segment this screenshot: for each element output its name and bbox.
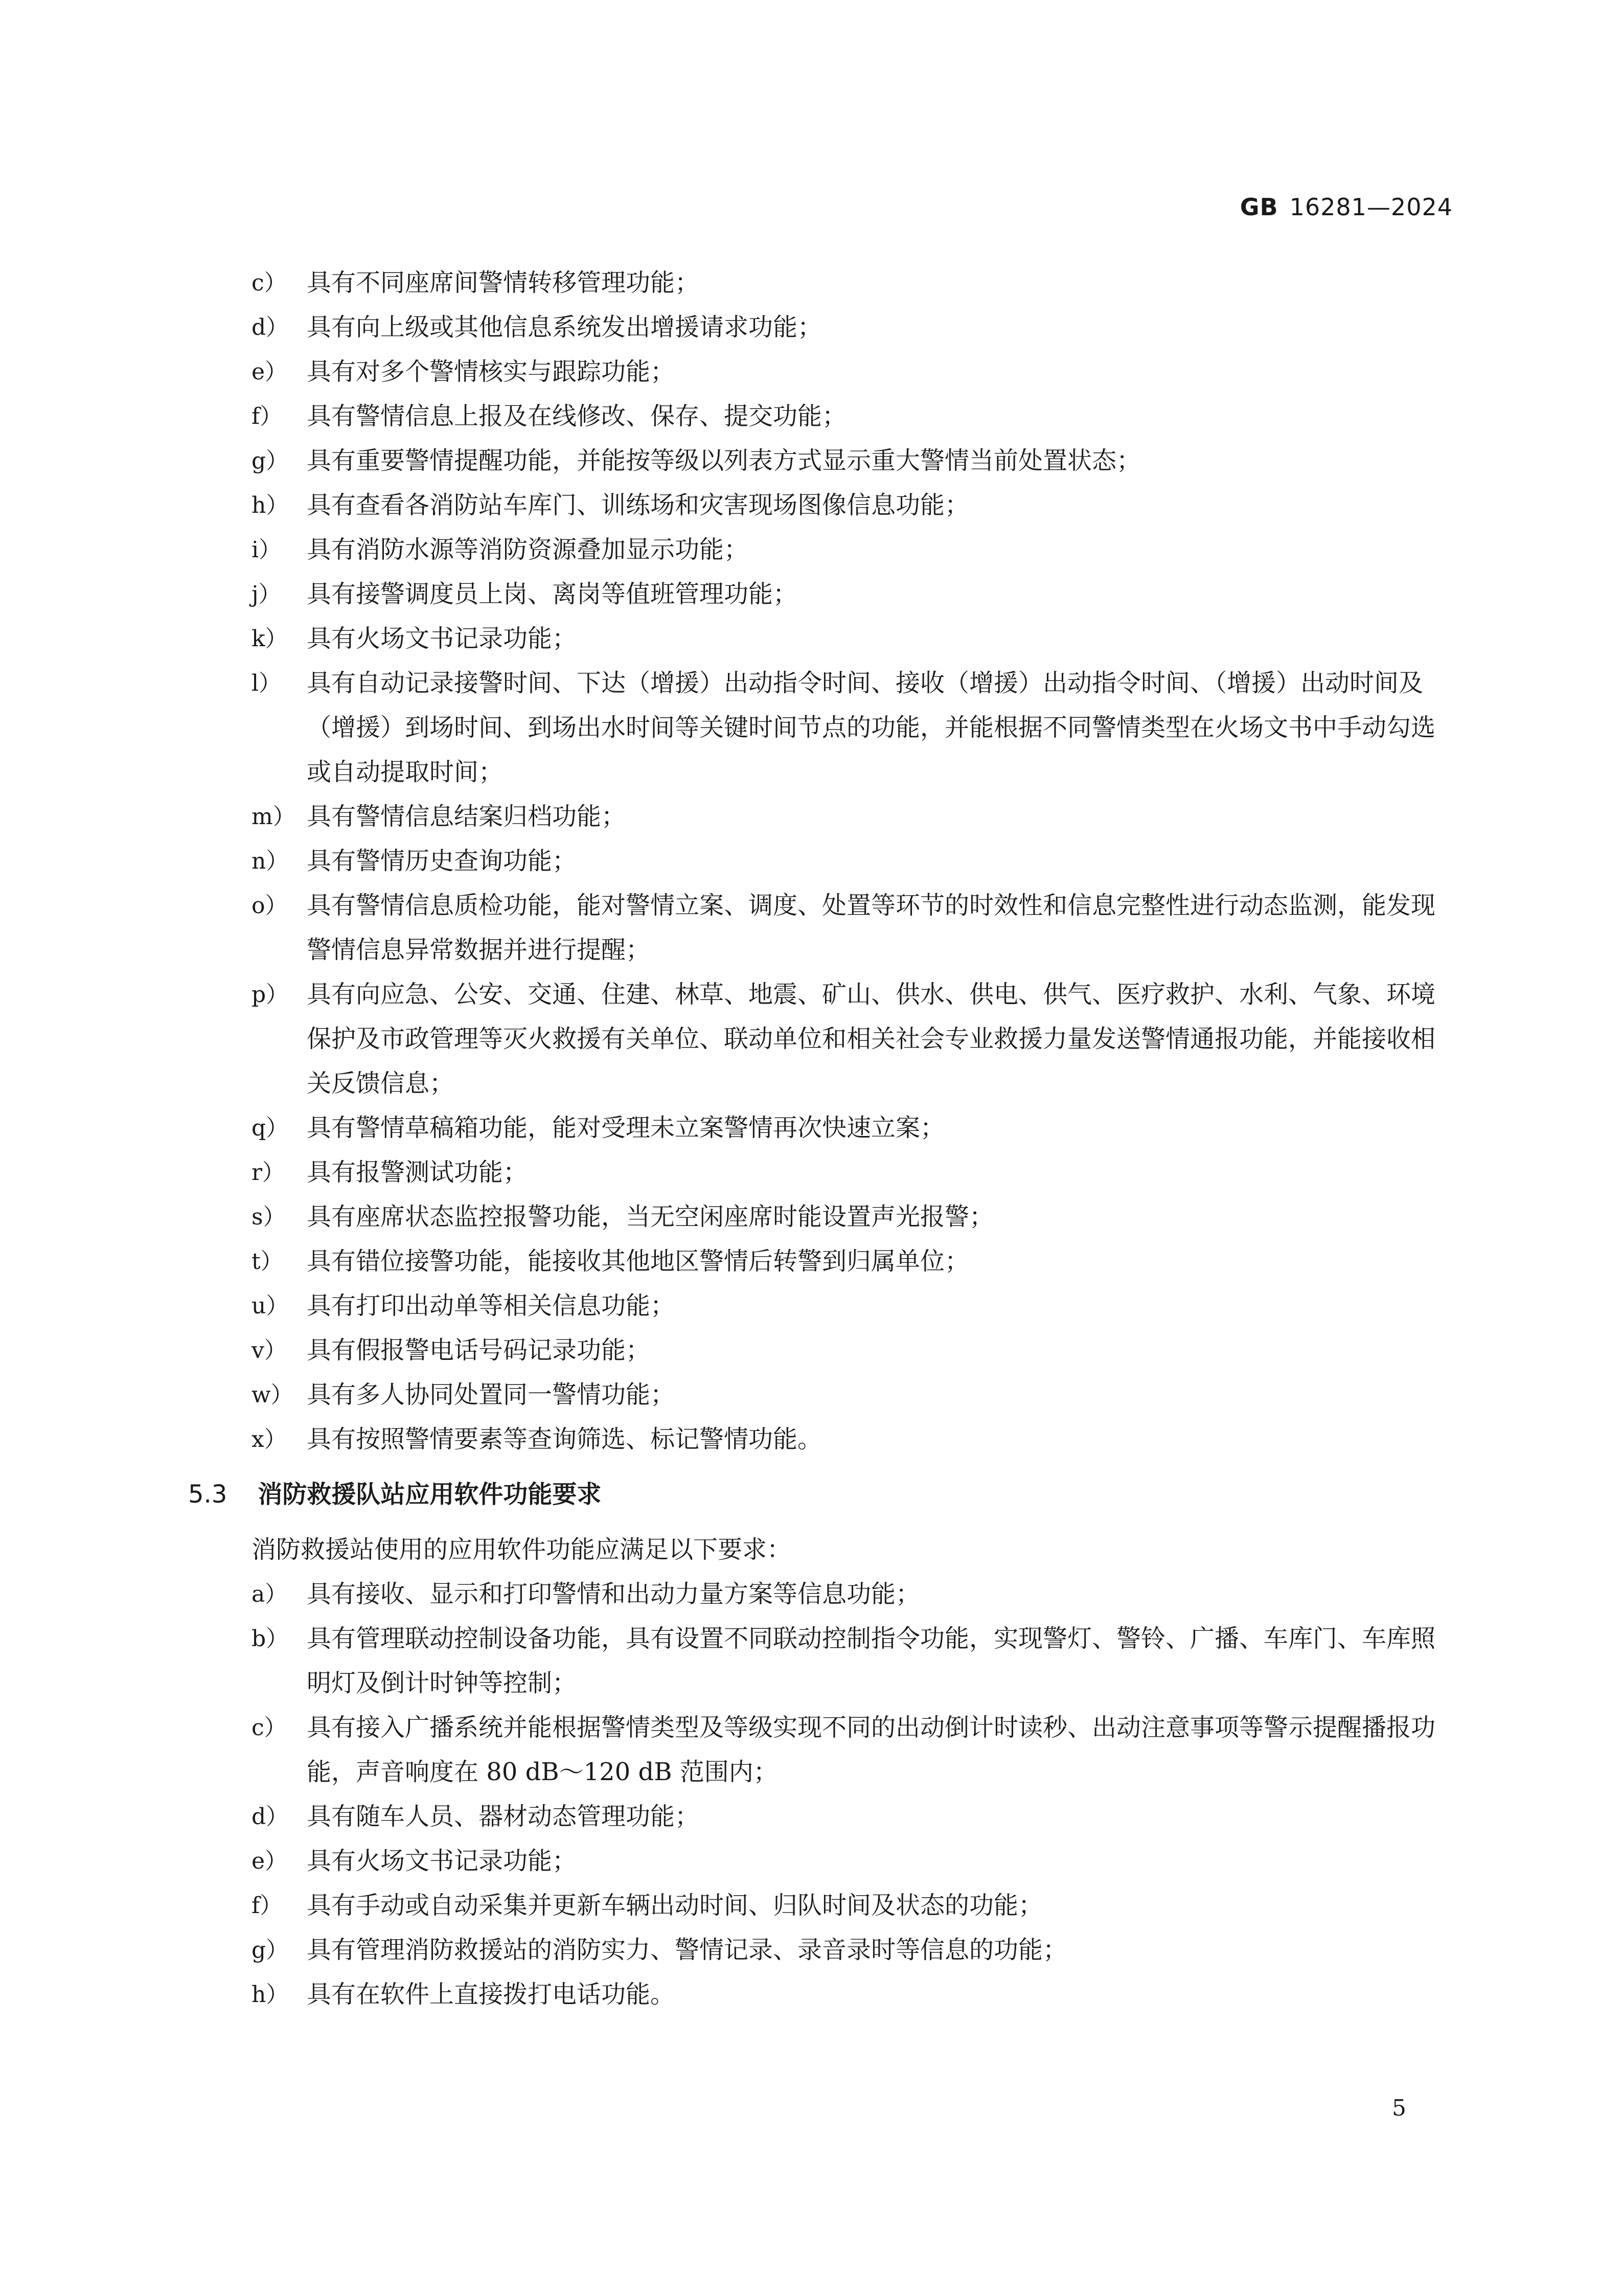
item-mark: d） — [252, 314, 289, 340]
item-mark: r） — [252, 1160, 285, 1186]
item-mark: s） — [252, 1204, 286, 1230]
list-item — [252, 528, 1453, 572]
item-mark: h） — [252, 1982, 289, 2008]
item-mark: x） — [252, 1426, 287, 1452]
item-text: 具有按照警情要素等查询筛选、标记警情功能。 — [307, 1425, 822, 1453]
station-software-requirements-list — [252, 1572, 1453, 2017]
item-text: 具有报警测试功能； — [307, 1158, 528, 1187]
list-item — [252, 305, 1453, 350]
item-text: 具有管理联动控制设备功能，具有设置不同联动控制指令功能，实现警灯、警铃、广播、车库门、车库照明灯及倒计时钟等控制； — [307, 1624, 1436, 1697]
item-mark: n） — [252, 848, 289, 874]
list-item — [252, 350, 1453, 394]
item-mark: k） — [252, 626, 288, 652]
item-mark: p） — [252, 982, 289, 1008]
item-mark: i） — [252, 537, 282, 563]
list-item — [252, 572, 1453, 617]
list-item — [252, 1839, 1453, 1883]
item-mark: a） — [252, 1581, 288, 1607]
list-item — [252, 1239, 1453, 1284]
item-mark: v） — [252, 1337, 287, 1363]
standard-code — [1240, 193, 1453, 221]
list-item — [252, 1972, 1453, 2017]
item-text: 具有查看各消防站车库门、训练场和灾害现场图像信息功能； — [307, 491, 970, 519]
item-text: 具有向上级或其他信息系统发出增援请求功能； — [307, 313, 822, 342]
item-mark: c） — [252, 270, 287, 296]
list-item — [252, 1195, 1453, 1239]
section-heading — [188, 1472, 601, 1517]
section-intro: 消防救援站使用的应用软件功能应满足以下要求： — [252, 1535, 792, 1564]
list-item — [252, 483, 1453, 528]
item-mark: e） — [252, 359, 288, 385]
item-text: 具有重要警情提醒功能，并能按等级以列表方式显示重大警情当前处置状态； — [307, 446, 1141, 475]
item-text: 具有打印出动单等相关信息功能； — [307, 1291, 675, 1320]
item-mark: q） — [252, 1115, 289, 1141]
item-text: 具有随车人员、器材动态管理功能； — [307, 1802, 700, 1831]
list-item — [252, 661, 1453, 794]
page-number: 5 — [1392, 2095, 1406, 2121]
item-mark: t） — [252, 1248, 283, 1275]
list-item — [252, 839, 1453, 883]
item-mark: w） — [252, 1382, 293, 1408]
item-mark: j） — [252, 581, 281, 607]
list-item — [252, 1417, 1453, 1462]
item-text: 具有自动记录接警时间、下达（增援）出动指令时间、接收（增援）出动指令时间、（增援）出动时间及（增援）到场时间、到场出水时间等关键时间节点的功能，并能根据不同警情类型在火场文书中手动勾选或自动提取时间； — [307, 669, 1436, 786]
item-mark: f） — [252, 403, 283, 429]
item-mark: h） — [252, 492, 289, 518]
item-text: 具有错位接警功能，能接收其他地区警情后转警到归属单位； — [307, 1247, 970, 1276]
item-text: 具有消防水源等消防资源叠加显示功能； — [307, 535, 749, 564]
item-mark: g） — [252, 1937, 289, 1963]
item-mark: d） — [252, 1804, 289, 1830]
list-item — [252, 1373, 1453, 1417]
list-item — [252, 439, 1453, 483]
list-item — [252, 1617, 1453, 1706]
section-number: 5.3 — [188, 1480, 227, 1509]
list-item — [252, 1883, 1453, 1928]
item-text: 具有假报警电话号码记录功能； — [307, 1336, 651, 1365]
list-item — [252, 1106, 1453, 1150]
item-mark: o） — [252, 893, 288, 919]
list-item — [252, 1706, 1453, 1794]
list-item — [252, 261, 1453, 305]
list-item — [252, 1150, 1453, 1195]
section-title: 消防救援队站应用软件功能要求 — [258, 1480, 602, 1509]
standard-prefix: GB — [1240, 193, 1278, 221]
item-text: 具有对多个警情核实与跟踪功能； — [307, 357, 675, 386]
item-mark: m） — [252, 804, 295, 830]
list-item — [252, 1284, 1453, 1328]
item-mark: u） — [252, 1293, 289, 1319]
item-text: 具有警情信息上报及在线修改、保存、提交功能； — [307, 402, 847, 430]
item-text: 具有火场文书记录功能； — [307, 624, 577, 653]
list-item — [252, 1794, 1453, 1839]
item-mark: l） — [252, 670, 282, 696]
item-text: 具有火场文书记录功能； — [307, 1847, 577, 1875]
item-text: 具有警情历史查询功能； — [307, 847, 577, 875]
item-text: 具有向应急、公安、交通、住建、林草、地震、矿山、供水、供电、供气、医疗救护、水利、气象、环境保护及市政管理等灭火救援有关单位、联动单位和相关社会专业救援力量发送警情通报功能，并能接收相关反馈信息； — [307, 980, 1436, 1098]
item-text: 具有接收、显示和打印警情和出动力量方案等信息功能； — [307, 1580, 921, 1608]
item-mark: g） — [252, 448, 289, 474]
item-mark: e） — [252, 1848, 288, 1874]
requirements-list-continued — [252, 261, 1453, 1462]
item-text: 具有管理消防救援站的消防实力、警情记录、录音录时等信息的功能； — [307, 1936, 1068, 1964]
item-text: 具有手动或自动采集并更新车辆出动时间、归队时间及状态的功能； — [307, 1891, 1043, 1920]
item-mark: f） — [252, 1893, 283, 1919]
list-item — [252, 1572, 1453, 1617]
item-text: 具有警情信息质检功能，能对警情立案、调度、处置等环节的时效性和信息完整性进行动态监测，能发现警情信息异常数据并进行提醒； — [307, 891, 1436, 964]
item-mark: c） — [252, 1715, 287, 1741]
list-item — [252, 1328, 1453, 1373]
item-text: 具有警情草稿箱功能，能对受理未立案警情再次快速立案； — [307, 1113, 945, 1142]
item-text: 具有座席状态监控报警功能，当无空闲座席时能设置声光报警； — [307, 1202, 994, 1231]
item-mark: b） — [252, 1626, 289, 1652]
item-text: 具有不同座席间警情转移管理功能； — [307, 268, 700, 297]
list-item — [252, 617, 1453, 661]
standard-number: 16281—2024 — [1289, 193, 1453, 221]
list-item — [252, 883, 1453, 972]
list-item — [252, 394, 1453, 439]
item-text: 具有接入广播系统并能根据警情类型及等级实现不同的出动倒计时读秒、出动注意事项等警示提醒播报功能，声音响度在 80 dB～120 dB 范围内； — [307, 1713, 1436, 1786]
list-item — [252, 1928, 1453, 1972]
item-text: 具有在软件上直接拨打电话功能。 — [307, 1980, 675, 2009]
list-item — [252, 972, 1453, 1106]
list-item — [252, 794, 1453, 839]
item-text: 具有警情信息结案归档功能； — [307, 802, 626, 831]
item-text: 具有多人协同处置同一警情功能； — [307, 1380, 675, 1409]
item-text: 具有接警调度员上岗、离岗等值班管理功能； — [307, 580, 798, 608]
